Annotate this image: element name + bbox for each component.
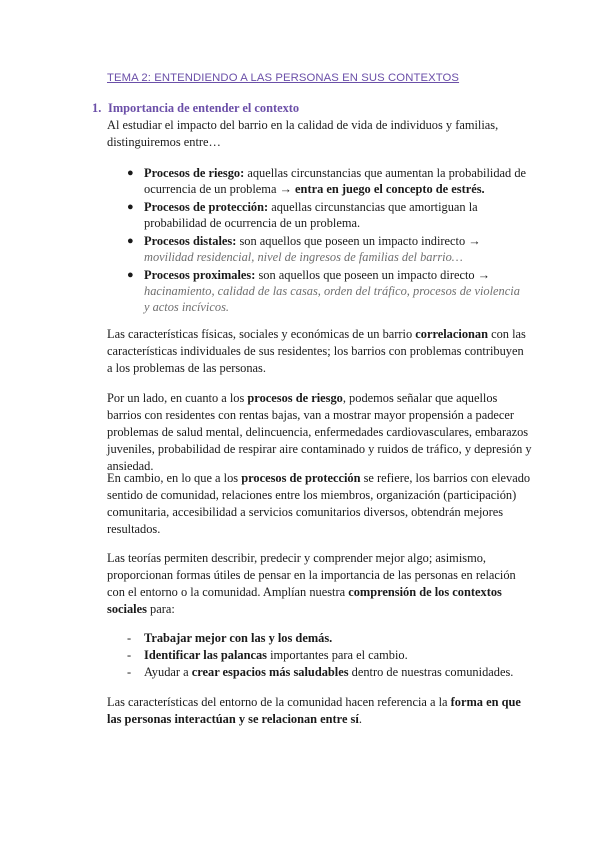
- paragraph-text: .: [358, 712, 362, 726]
- list-item-term: Procesos proximales:: [144, 268, 256, 282]
- paragraph-emphasis: procesos de protección: [241, 471, 361, 485]
- bullet-icon: ●: [127, 235, 134, 247]
- paragraph-text: para:: [146, 602, 175, 616]
- paragraph-text: Por un lado, en cuanto a los: [107, 391, 248, 405]
- paragraph-text: En cambio, en lo que a los: [107, 471, 242, 485]
- list-item-example: movilidad residencial, nivel de ingresos de familias del barrio…: [144, 250, 463, 264]
- bullet-icon: ●: [127, 167, 134, 179]
- list-item: [107, 165, 527, 197]
- list-item-text: dentro de nuestras comunidades.: [348, 665, 514, 679]
- list-item: [107, 664, 547, 680]
- paragraph-risk: [107, 390, 532, 475]
- paragraph-text: con las características individuales de sus residentes; los barrios con problemas contribuyen a los problemas de las personas.: [107, 327, 526, 375]
- paragraph-text: , podemos señalar que aquellos barrios con residentes con rentas bajas, van a mostrar mayor propensión a padecer problemas de salud mental, delincuencia, enfermedades cardiovasculares, embarazos juveniles, probabilidad de respirar aire contaminado y ruidos de tráfico, y depresión y ansiedad.: [107, 391, 532, 473]
- paragraph-text: Las características físicas, sociales y económicas de un barrio: [107, 327, 416, 341]
- paragraph-emphasis: forma en que las personas interactúan y se relacionan entre sí: [107, 695, 521, 726]
- paragraph-emphasis: procesos de riesgo: [247, 391, 343, 405]
- list-item: [107, 199, 527, 231]
- list-item-term: Procesos de protección:: [144, 200, 269, 214]
- paragraph-text: se refiere, los barrios con elevado sentido de comunidad, relaciones entre los miembros, organización (participación) comunitaria, accesibilidad a servicios comunitarios diversos, obtendrán mejores resultados.: [107, 471, 531, 536]
- page-title: TEMA 2: ENTENDIENDO A LAS PERSONAS EN SUS CONTEXTOS: [107, 72, 460, 84]
- list-item-text: aquellas circunstancias que amortiguan la probabilidad de ocurrencia de un problema.: [144, 200, 478, 230]
- paragraph-correlation: [107, 326, 532, 377]
- list-item-text: son aquellos que poseen un impacto indirecto →: [236, 234, 481, 248]
- purpose-list: [107, 630, 547, 681]
- section-heading: [92, 101, 299, 116]
- dash-icon: -: [127, 631, 132, 645]
- paragraph-emphasis: correlacionan: [415, 327, 488, 341]
- paragraph-text: Las teorías permiten describir, predecir y comprender mejor algo; asimismo, proporcionan formas útiles de pensar en la importancia de las personas en relación con el entorno o la comunidad. Amplían nuestra: [107, 551, 516, 599]
- paragraph-theories: [107, 550, 532, 618]
- paragraph-environment: [107, 694, 532, 728]
- paragraph-protection: [107, 470, 532, 538]
- list-item: [107, 630, 547, 646]
- list-item: [107, 267, 527, 315]
- dash-icon: -: [127, 648, 132, 662]
- dash-icon: -: [127, 665, 132, 679]
- process-list: [107, 165, 527, 317]
- list-item-text: son aquellos que poseen un impacto directo →: [255, 268, 491, 282]
- list-item-example: hacinamiento, calidad de las casas, orden del tráfico, procesos de violencia y actos incívicos.: [144, 284, 520, 314]
- paragraph-emphasis: comprensión de los contextos sociales: [107, 585, 502, 616]
- list-item-term: Procesos de riesgo:: [144, 166, 245, 180]
- list-item-text: importantes para el cambio.: [267, 648, 408, 662]
- paragraph-text: Las características del entorno de la comunidad hacen referencia a la: [107, 695, 451, 709]
- list-item-emphasis: crear espacios más saludables: [191, 665, 349, 679]
- list-item-text: aquellas circunstancias que aumentan la probabilidad de ocurrencia de un problema →: [144, 166, 527, 196]
- list-item-term: Procesos distales:: [144, 234, 237, 248]
- section-heading-text: Importancia de entender el contexto: [108, 101, 300, 115]
- list-item-text: Ayudar a: [144, 665, 192, 679]
- list-item-emphasis: Trabajar mejor con las y los demás.: [144, 631, 333, 645]
- bullet-icon: ●: [127, 201, 134, 213]
- bullet-icon: ●: [127, 269, 134, 281]
- section-number: 1.: [92, 101, 102, 115]
- list-item-emphasis: Identificar las palancas: [144, 648, 267, 662]
- list-item: [107, 233, 527, 265]
- intro-paragraph: Al estudiar el impacto del barrio en la calidad de vida de individuos y familias, distinguiremos entre…: [107, 118, 499, 149]
- list-item-emphasis: entra en juego el concepto de estrés.: [295, 182, 485, 196]
- list-item: [107, 647, 547, 663]
